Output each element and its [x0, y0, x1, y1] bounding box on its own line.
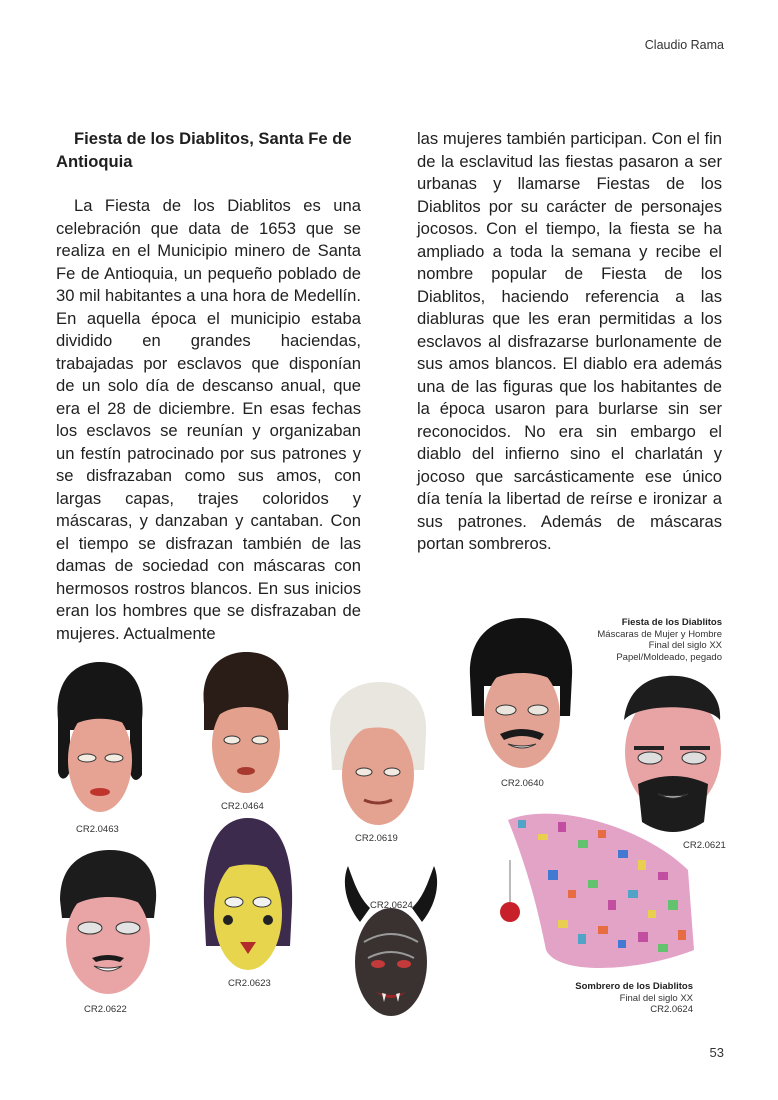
- mask-code-cr2-0640: CR2.0640: [501, 778, 544, 789]
- mask-image-cr2-0619: [326, 680, 430, 830]
- mask-image-cr2-0623: [200, 816, 296, 976]
- article-paragraph-2: las mujeres también participan. Con el fin de la esclavitud las fiestas pasaron a ser urbanas y llamarse Fiestas de los Diablitos por su carácter de personajes jocosos. Con el tiempo, la fiesta se ha ampliado a toda la semana y recibe el nombre popular de Fiesta de los Diablitos, haciendo referencia a las diabluras que les eran permitidas a los esclavos al disfrazarse burlonamente de sus amos blancos. El diablo era además una de las figuras que los habitantes de la época usaron para burlarse sin ser reconocidos. No era sin embargo el diablo del infierno sino el charlatán y jocoso que sarcásticamente ese único día tenía la libertad de reírse e ironizar a sus patrones. Además de máscaras portan sombreros.: [417, 129, 722, 553]
- mask-image-cr2-0463: [50, 660, 150, 820]
- mask-code-cr2-0463: CR2.0463: [76, 824, 119, 835]
- page-number: 53: [709, 1045, 724, 1060]
- text-column-left: [56, 128, 361, 645]
- figure-caption-title: Fiesta de los Diablitos: [621, 617, 722, 628]
- article-paragraph-1: La Fiesta de los Diablitos es una celebración que data de 1653 que se realiza en el Municipio minero de Santa Fe de Antioquia, un pequeño poblado de 30 mil habitantes a una hora de Medellín. En aquella época el municipio estaba dividido en grandes haciendas, trabajadas por esclavos que disponían de un solo día de descanso anual, que era el 28 de diciembre. En esas fechas los esclavos se reunían y organizaban un festín patrocinado por sus patrones y se disfrazaban como sus amos, con largas capas, trajes coloridos y máscaras, y danzaban y cantaban. Con el tiempo se disfrazan también de las damas de sociedad con máscaras con hermosos rostros blancos. En sus inicios eran los hombres que se disfrazaban de mujeres. Actualmente: [56, 196, 361, 643]
- mask-image-cr2-0622: [56, 848, 160, 1000]
- hat-image: [488, 800, 698, 978]
- mask-image-cr2-0640: [466, 616, 578, 772]
- text-column-right: [417, 128, 722, 556]
- figure-caption-line-1: Máscaras de Mujer y Hombre: [597, 628, 722, 640]
- hat-caption-line-1: Final del siglo XX: [619, 992, 693, 1004]
- mask-code-cr2-0464: CR2.0464: [221, 801, 264, 812]
- figure-caption: [597, 617, 722, 663]
- figure-caption-line-2: Final del siglo XX: [648, 640, 722, 651]
- hat-caption-title: Sombrero de los Diablitos: [575, 981, 693, 992]
- hat-caption-line-2: CR2.0624: [650, 1004, 693, 1015]
- running-header-author: Claudio Rama: [644, 38, 724, 52]
- mask-code-cr2-0621: CR2.0621: [683, 840, 726, 851]
- mask-image-cr2-0464: [198, 650, 294, 800]
- mask-code-cr2-0623: CR2.0623: [228, 978, 271, 989]
- hat-caption: [575, 981, 693, 1016]
- mask-code-cr2-0622: CR2.0622: [84, 1004, 127, 1015]
- mask-code-cr2-0619: CR2.0619: [355, 833, 398, 844]
- article-title: Fiesta de los Diablitos, Santa Fe de Antioquia: [56, 129, 352, 171]
- mask-image-cr2-0624: [338, 862, 444, 1022]
- figure-caption-line-3: Papel/Moldeado, pegado: [616, 651, 722, 663]
- mask-code-cr2-0624: CR2.0624: [370, 900, 413, 911]
